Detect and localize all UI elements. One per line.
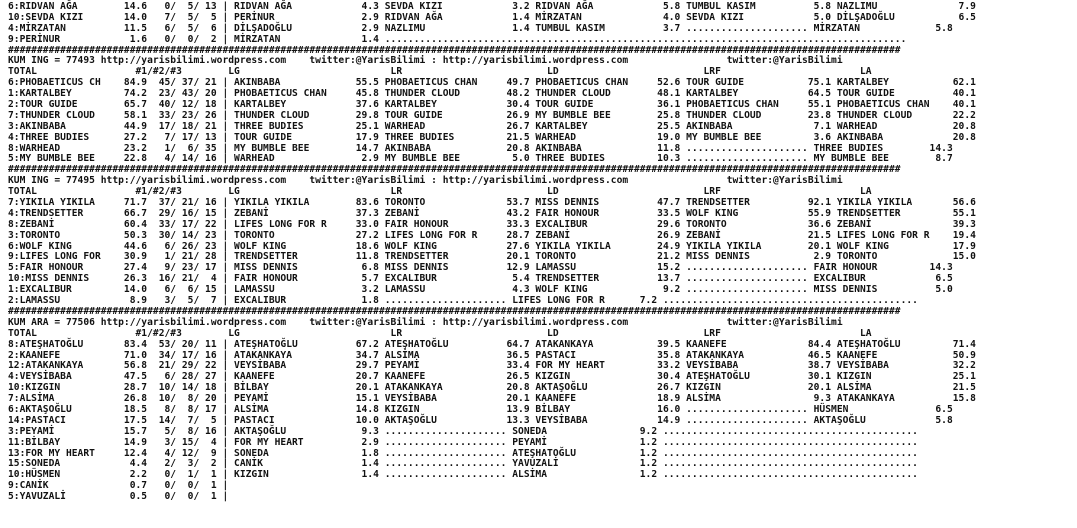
result-row: 6:AKTAŞOĞLU 18.5 8/ 8/ 17 | ALSİMA 14.8 KIZGIN 13.9 BİLBAY 16.0 ..................... HÜSMEN 6.5	[8, 403, 953, 415]
result-row: 4:TRENDSETTER 66.7 29/ 16/ 15 | ZEBANİ 37.3 ZEBANİ 43.2 FAIR HONOUR 33.5 WOLF KING 55.9 TRENDSETTER 55.1	[8, 207, 976, 219]
result-row: 2:KAANEFE 71.0 34/ 17/ 16 | ATAKANKAYA 34.7 ALSİMA 36.5 PASTACI 35.8 ATAKANKAYA 46.5 KAANEFE 50.9	[8, 349, 976, 361]
results-text-document	[8, 2, 976, 503]
result-row: 3:PEYAMİ 15.7 5/ 8/ 16 | AKTAŞOĞLU 9.3 ..................... SONEDA 9.2 ............................................	[8, 425, 918, 437]
result-row: 13:FOR MY HEART 12.4 4/ 12/ 9 | SONEDA 1.8 ..................... ATEŞHATOĞLU 1.2 ............................................	[8, 447, 918, 459]
result-row: 3:TORONTO 50.3 30/ 14/ 23 | TORONTO 27.2 LIFES LONG FOR R 28.7 ZEBANİ 26.9 ZEBANİ 21.5 LIFES LONG FOR R 19.4	[8, 229, 976, 241]
separator-line: ##########################################################################################################################################################	[8, 305, 901, 317]
result-row: 5:FAIR HONOUR 27.4 9/ 23/ 17 | MISS DENNIS 6.8 MISS DENNIS 12.9 LAMASSU 15.2 ..................... FAIR HONOUR 14.3	[8, 262, 953, 274]
result-row: 10:HÜSMEN 2.2 0/ 1/ 1 | KIZGIN 1.4 ..................... ALSİMA 1.2 ............................................	[8, 469, 918, 481]
result-row: 2:LAMASSU 8.9 3/ 5/ 7 | EXCALIBUR 1.8 ..................... LIFES LONG FOR R 7.2 ............................................	[8, 295, 918, 307]
result-row: 1:EXCALIBUR 14.0 6/ 6/ 15 | LAMASSU 3.2 LAMASSU 4.3 WOLF KING 9.2 ..................... MISS DENNIS 5.0	[8, 284, 953, 296]
result-row: 7:ALSİMA 26.8 10/ 8/ 20 | PEYAMİ 15.1 VEYSİBABA 20.1 KAANEFE 18.9 ALSİMA 9.3 ATAKANKAYA 15.8	[8, 393, 976, 405]
result-row: 2:TOUR GUIDE 65.7 40/ 12/ 18 | KARTALBEY 37.6 KARTALBEY 30.4 TOUR GUIDE 36.1 PHOBAETICUS CHAN 55.1 PHOBAETICUS CHAN 40.1	[8, 99, 976, 111]
result-row: 10:KIZGIN 28.7 10/ 14/ 18 | BİLBAY 20.1 ATAKANKAYA 20.8 AKTAŞOĞLU 26.7 KIZGIN 20.1 ALSİMA 21.5	[8, 382, 976, 394]
separator-line: ##########################################################################################################################################################	[8, 44, 901, 56]
column-header-line: TOTAL #1/#2/#3 LG LR LD LRF LA	[8, 327, 872, 339]
result-row: 14:PASTACI 17.5 14/ 7/ 5 | PASTACI 10.0 AKTAŞOĞLU 13.3 VEYSİBABA 14.9 ..................... AKTAŞOĞLU 5.8	[8, 414, 953, 426]
result-row: 12:ATAKANKAYA 56.8 21/ 29/ 22 | VEYSİBABA 29.7 PEYAMİ 33.4 FOR MY HEART 33.2 VEYSİBABA 38.7 VEYSİBABA 32.2	[8, 360, 976, 372]
result-row: 9:PERİNUR 1.6 0/ 0/ 2 | MİRZATAN 1.4 ..........................................................................................	[8, 33, 907, 45]
race-header-line: KUM ARA = 77506 http://yarisbilimi.wordpress.com twitter:@YarisBilimi : http://yarisbilimi.wordpress.com twitter:@YarisBilimi	[8, 316, 843, 328]
result-row: 4:THREE BUDIES 27.2 7/ 17/ 13 | TOUR GUIDE 17.9 THREE BUDIES 21.5 WARHEAD 19.0 MY BUMBLE BEE 3.6 AKINBABA 20.8	[8, 131, 976, 143]
result-row: 8:WARHEAD 23.2 1/ 6/ 35 | MY BUMBLE BEE 14.7 AKINBABA 20.8 AKINBABA 11.8 ..................... THREE BUDIES 14.3	[8, 142, 953, 154]
result-row: 11:BİLBAY 14.9 3/ 15/ 4 | FOR MY HEART 2.9 ..................... PEYAMİ 1.2 ............................................	[8, 436, 918, 448]
separator-line: ##########################################################################################################################################################	[8, 164, 901, 176]
result-row: 3:AKINBABA 44.9 17/ 18/ 21 | THREE BUDIES 25.1 WARHEAD 26.7 KARTALBEY 25.5 AKINBABA 7.1 WARHEAD 20.8	[8, 120, 976, 132]
race-header-line: KUM ING = 77493 http://yarisbilimi.wordpress.com twitter:@YarisBilimi : http://yarisbilimi.wordpress.com twitter:@YarisBilimi	[8, 55, 843, 67]
result-row: 6:WOLF KING 44.6 6/ 26/ 23 | WOLF KING 18.6 WOLF KING 27.6 YIKILA YIKILA 24.9 YIKILA YIKILA 20.1 WOLF KING 17.9	[8, 240, 976, 252]
race-header-line: KUM ING = 77495 http://yarisbilimi.wordpress.com twitter:@YarisBilimi : http://yarisbilimi.wordpress.com twitter:@YarisBilimi	[8, 175, 843, 187]
result-row: 15:SONEDA 4.4 2/ 3/ 2 | CANİK 1.4 ..................... YAVUZALİ 1.2 ............................................	[8, 458, 918, 470]
result-row: 7:YIKILA YIKILA 71.7 37/ 21/ 16 | YIKILA YIKILA 83.6 TORONTO 53.7 MISS DENNIS 47.7 TRENDSETTER 92.1 YIKILA YIKILA 56.6	[8, 197, 976, 209]
column-header-line: TOTAL #1/#2/#3 LG LR LD LRF LA	[8, 186, 872, 198]
result-row: 6:PHOBAETICUS CH 84.9 45/ 37/ 21 | AKINBABA 55.5 PHOBAETICUS CHAN 49.7 PHOBAETICUS CHAN 52.6 TOUR GUIDE 75.1 KARTALBEY 62.1	[8, 77, 976, 89]
result-row: 8:ATEŞHATOĞLU 83.4 53/ 20/ 11 | ATEŞHATOĞLU 67.2 ATEŞHATOĞLU 64.7 ATAKANKAYA 39.5 KAANEFE 84.4 ATEŞHATOĞLU 71.4	[8, 338, 976, 350]
column-header-line: TOTAL #1/#2/#3 LG LR LD LRF LA	[8, 66, 872, 78]
result-row: 4:MİRZATAN 11.5 6/ 5/ 6 | DİLŞADOĞLU 2.9 NAZLIMU 1.4 TUMBUL KASIM 3.7 ..................... MİRZATAN 5.8	[8, 22, 953, 34]
result-row: 10:SEVDA KIZI 14.0 7/ 5/ 5 | PERİNUR 2.9 RIDVAN AĞA 1.4 MİRZATAN 4.0 SEVDA KIZI 5.0 DİLŞADOĞLU 6.5	[8, 11, 976, 23]
result-row: 1:KARTALBEY 74.2 23/ 43/ 20 | PHOBAETICUS CHAN 45.8 THUNDER CLOUD 48.2 THUNDER CLOUD 48.1 KARTALBEY 64.5 TOUR GUIDE 40.1	[8, 88, 976, 100]
result-row: 5:MY BUMBLE BEE 22.8 4/ 14/ 16 | WARHEAD 2.9 MY BUMBLE BEE 5.0 THREE BUDIES 10.3 ..................... MY BUMBLE BEE 8.7	[8, 153, 953, 165]
result-row: 8:ZEBANİ 60.4 33/ 17/ 22 | LIFES LONG FOR R 33.0 FAIR HONOUR 33.3 EXCALIBUR 29.6 TORONTO 36.6 ZEBANİ 39.3	[8, 218, 976, 230]
result-row: 9:LIFES LONG FOR 30.9 1/ 21/ 28 | TRENDSETTER 11.8 TRENDSETTER 20.1 TORONTO 21.2 MISS DENNIS 2.9 TORONTO 15.0	[8, 251, 976, 263]
result-row: 4:VEYSİBABA 47.5 6/ 28/ 27 | KAANEFE 20.7 KAANEFE 26.5 KIZGIN 30.4 ATEŞHATOĞLU 30.1 KIZGIN 25.1	[8, 371, 976, 383]
result-row: 9:CANİK 0.7 0/ 0/ 1 |	[8, 480, 229, 492]
result-row: 10:MISS DENNIS 26.3 16/ 21/ 4 | FAIR HONOUR 5.7 EXCALIBUR 5.4 TRENDSETTER 13.7 ..................... EXCALIBUR 6.5	[8, 273, 953, 285]
result-row: 5:YAVUZALİ 0.5 0/ 0/ 1 |	[8, 491, 229, 503]
result-row: 7:THUNDER CLOUD 58.1 33/ 23/ 26 | THUNDER CLOUD 29.8 TOUR GUIDE 26.9 MY BUMBLE BEE 25.8 THUNDER CLOUD 23.8 THUNDER CLOUD 22.2	[8, 109, 976, 121]
result-row: 6:RIDVAN AĞA 14.6 0/ 5/ 13 | RIDVAN AĞA 4.3 SEVDA KIZI 3.2 RIDVAN AĞA 5.8 TUMBUL KASIM 5.8 NAZLIMU 7.9	[8, 1, 976, 12]
